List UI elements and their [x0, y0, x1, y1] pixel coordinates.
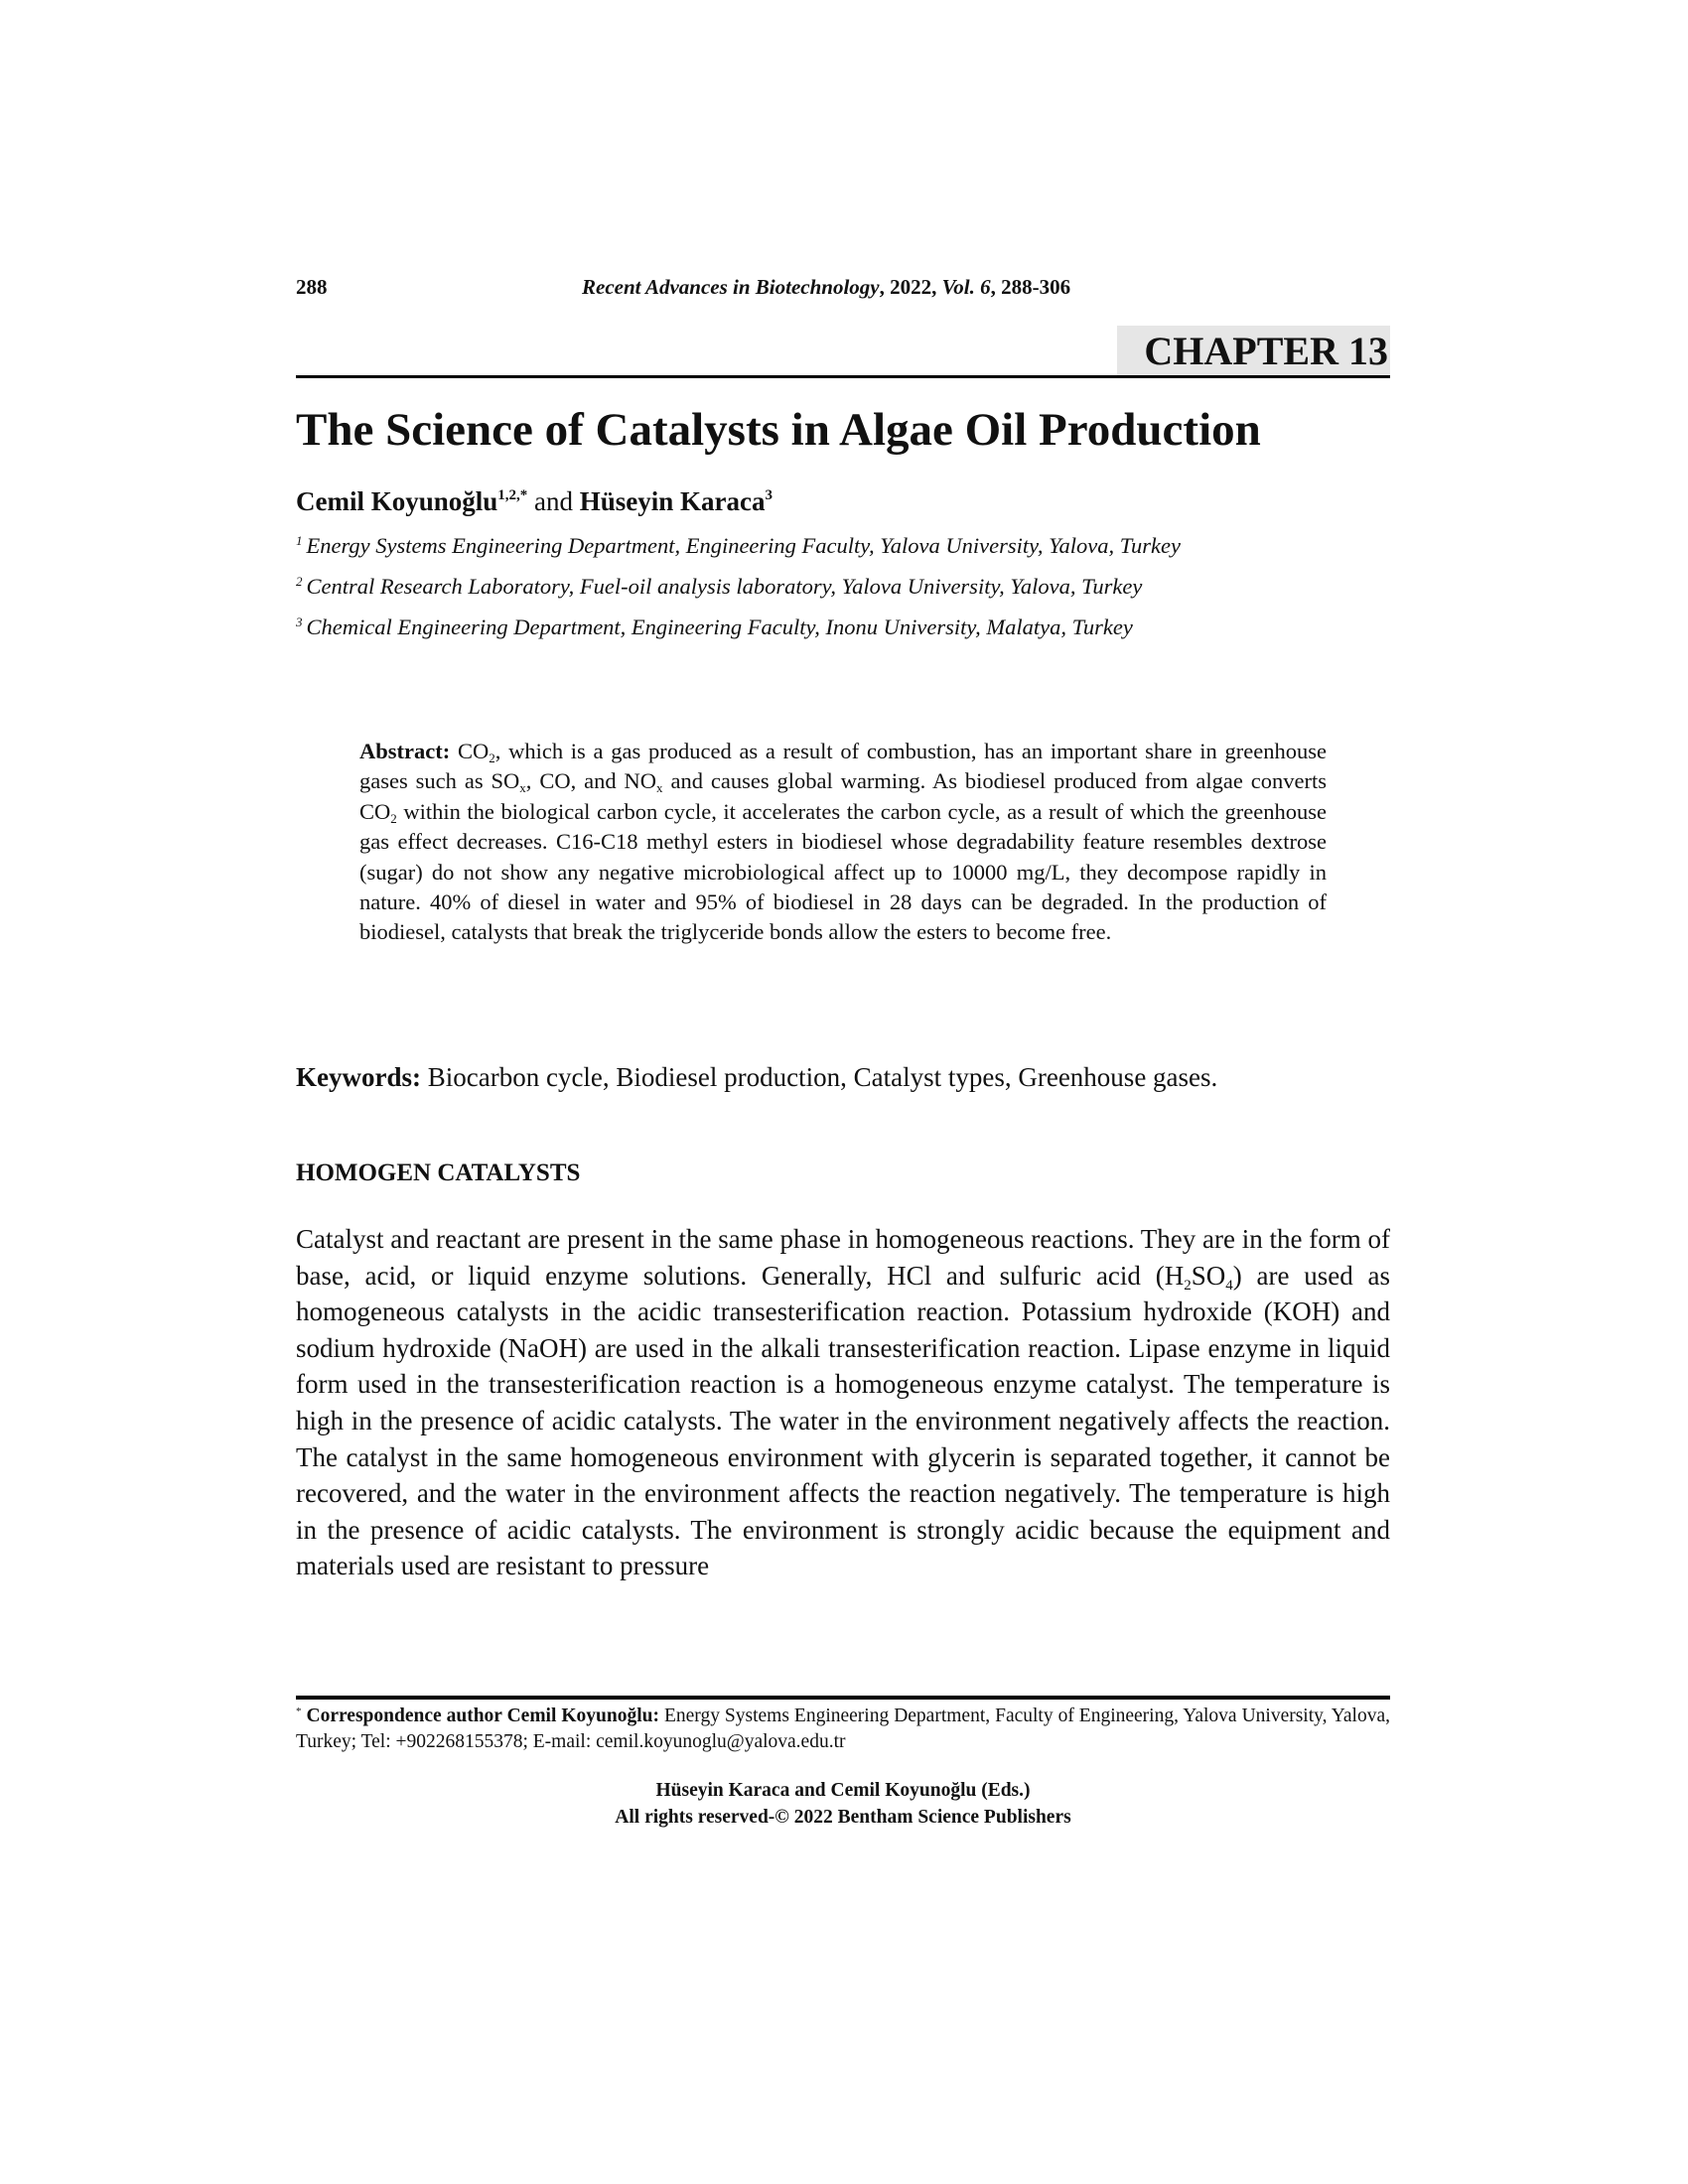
journal-name: Recent Advances in Biotechnology [582, 275, 880, 299]
author-name: Hüseyin Karaca [579, 486, 766, 516]
footnote-label: Correspondence author Cemil Koyunoğlu: [306, 1706, 659, 1726]
body-text: Catalyst and reactant are present in the same phase in homogeneous reactions. They are in the form of base, acid, or liquid enzyme solutions. Generally, HCl and sulfuric acid (H [296, 1224, 1390, 1291]
chapter-title: The Science of Catalysts in Algae Oil Production [296, 404, 1261, 456]
editors-line: Hüseyin Karaca and Cemil Koyunoğlu (Eds.) [655, 1780, 1031, 1801]
affiliation-number: 3 [296, 614, 303, 629]
copyright-line: All rights reserved-© 2022 Bentham Science Publishers [615, 1807, 1071, 1828]
correspondence-footnote [296, 1704, 1390, 1755]
subscript: x [519, 780, 526, 796]
author-affiliation-marks: 3 [765, 487, 774, 503]
subscript: x [656, 780, 663, 796]
footnote-mark: * [296, 1706, 302, 1717]
footnote-text: Energy Systems Engineering Department, Faculty of Engineering, Yalova University, Yalova, Turkey; Tel: +902268155378; E-mail: cemil.koyunoglu@yalova.edu.tr [296, 1706, 1390, 1752]
chapter-label [1117, 326, 1390, 375]
subscript: 2 [1184, 1277, 1192, 1294]
abstract-text: CO [450, 739, 490, 763]
subscript: 2 [489, 751, 495, 765]
footnote-rule [296, 1696, 1390, 1700]
affiliation-item [296, 531, 1390, 561]
journal-volume: Vol. 6 [941, 275, 991, 299]
affiliation-text: Central Research Laboratory, Fuel-oil analysis laboratory, Yalova University, Yalova, Turkey [306, 574, 1143, 599]
affiliation-text: Chemical Engineering Department, Engineering Faculty, Inonu University, Malatya, Turkey [306, 614, 1133, 639]
affiliation-text: Energy Systems Engineering Department, Engineering Faculty, Yalova University, Yalova, Turkey [306, 533, 1181, 558]
section-heading: HOMOGEN CATALYSTS [296, 1160, 581, 1186]
abstract-label: Abstract: [359, 739, 451, 763]
abstract-text: , which is a gas produced as a result of combustion, has an important share in greenhouse gases such as SO [359, 739, 1327, 794]
journal-pages: , 288-306 [990, 275, 1071, 299]
header-rule [296, 375, 1390, 378]
keywords-label: Keywords: [296, 1062, 421, 1092]
abstract-text: and causes global warming. As biodiesel produced from algae converts CO [359, 768, 1328, 824]
chapter-label-text: CHAPTER 13 [1144, 329, 1388, 373]
author-name: Cemil Koyunoğlu [296, 486, 498, 516]
abstract [359, 737, 1327, 948]
affiliation-item [296, 613, 1390, 642]
subscript: 4 [1225, 1277, 1233, 1294]
keywords [296, 1060, 1390, 1095]
affiliation-item [296, 572, 1390, 602]
page-number: 288 [296, 275, 328, 299]
author-line [296, 486, 773, 517]
journal-year: , 2022, [879, 275, 942, 299]
publisher-info [296, 1777, 1390, 1831]
affiliations [296, 531, 1390, 653]
body-text: ) are used as homogeneous catalysts in the acidic transesterification reaction. Potassium hydroxide (KOH) and sodium hydroxide (NaOH) are used in the alkali transesterification reaction. Lipase enzyme in liquid form used in the transesterification reaction is a homogeneous enzyme catalyst. The temperature is high in the presence of acidic catalysts. The water in the environment negatively affects the reaction. The catalyst in the same homogeneous environment with glycerin is separated together, it cannot be recovered, and the water in the environment affects the reaction negatively. The temperature is high in the presence of acidic catalysts. The environment is strongly acidic because the equipment and materials used are resistant to pressure [296, 1260, 1390, 1581]
affiliation-number: 2 [296, 574, 303, 589]
abstract-text: , CO, and NO [525, 768, 657, 794]
abstract-text: within the biological carbon cycle, it accelerates the carbon cycle, as a result of which the greenhouse gas effect decreases. C16-C18 methyl esters in biodiesel whose degradability feature resembles dextrose (sugar) do not show any negative microbiological affect up to 10000 mg/L, they decompose rapidly in nature. 40% of diesel in water and 95% of biodiesel in 28 days can be degraded. In the production of biodiesel, catalysts that break the triglyceride bonds allow the esters to become free. [359, 798, 1327, 945]
affiliation-number: 1 [296, 533, 303, 548]
keywords-text: Biocarbon cycle, Biodiesel production, Catalyst types, Greenhouse gases. [420, 1062, 1218, 1092]
author-affiliation-marks: 1,2,* [497, 487, 528, 503]
running-header [582, 275, 1070, 300]
author-joiner: and [527, 486, 580, 516]
subscript: 2 [390, 810, 397, 826]
body-text: SO [1191, 1260, 1226, 1291]
section-body [296, 1221, 1390, 1584]
